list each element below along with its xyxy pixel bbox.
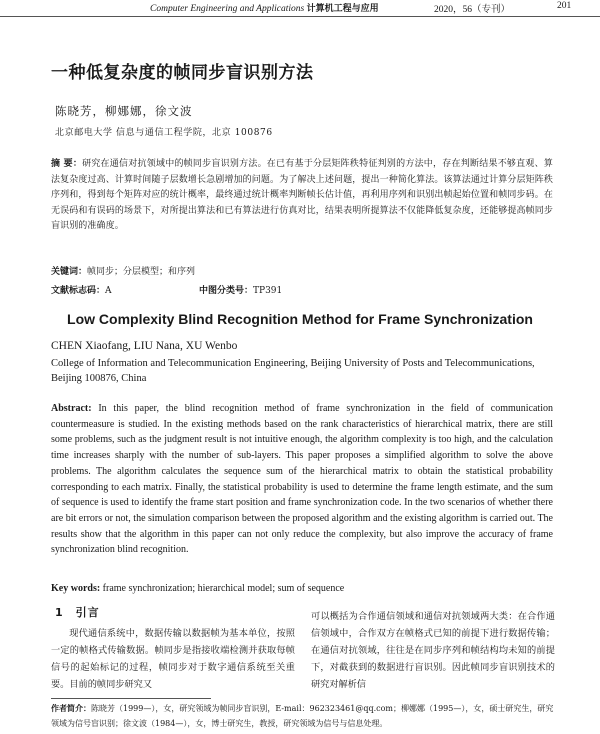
body-text-right-column: 可以概括为合作通信领域和通信对抗领域两大类：在合作通信领域中，合作双方在帧格式已知的前提下进行数据传输；在通信对抗领域，往往是在同步序列和帧结构均未知的前提下，对截获到的数据进行盲识别。因此帧同步盲识别技术的研究对解析信 [311, 611, 555, 690]
english-keywords-text: frame synchronization; hierarchical model; sum of sequence [102, 583, 345, 594]
english-keywords [51, 583, 344, 594]
english-title: Low Complexity Blind Recognition Method for Frame Synchronization [67, 311, 533, 327]
volume-issue: 2020，56（专刊） [434, 5, 511, 15]
chinese-abstract-label: 摘 要： [51, 159, 83, 169]
chinese-keywords-label: 关键词： [51, 267, 88, 277]
clc-label: 中图分类号： [199, 286, 254, 296]
section-heading-introduction: 1 引言 [55, 606, 100, 619]
footnote-divider [51, 698, 211, 699]
english-abstract [51, 401, 553, 558]
chinese-affiliation: 北京邮电大学 信息与通信工程学院，北京 100876 [55, 128, 273, 138]
english-keywords-label: Key words: [51, 583, 101, 594]
clc-number [199, 283, 282, 296]
journal-name [150, 1, 379, 14]
english-affiliation: College of Information and Telecommunication Engineering, Beijing University of Posts and Telecommunications, Beijing 100876, China [51, 358, 535, 384]
footnote-text: 陈晓芳（1999—），女，研究领域为帧同步盲识别，E-mail：962323461@qq.com；柳娜娜（1995—），女，硕士研究生，研究领域为信号盲识别；徐文波（1984—），女，博士研究生，教授，研究领域为信号与信息处理。 [51, 704, 554, 728]
chinese-abstract-text: 研究在通信对抗领域中的帧同步盲识别方法。在已有基于分层矩阵秩特征判别的方法中，存在判断结果不够直观、算法复杂度过高、计算时间随子层数增长急剧增加的问题。为了解决上述问题，提出一种简化算法。该算法通过计算分层矩阵秩序列和，得到每个矩阵对应的统计概率，最终通过统计概率判断帧长估计值，再利用序列和识别出帧起始位置和帧同步码。在无误码和有误码的场景下，对所提出算法和已有算法进行仿真对比，结果表明所提算法不仅能降低复杂度，还能够提高帧同步盲识别的准确度。 [51, 159, 553, 231]
clc-value: TP391 [253, 286, 283, 296]
chinese-abstract [51, 157, 553, 235]
body-text-left-column [51, 625, 295, 693]
running-head [0, 0, 600, 17]
footnote-label: 作者简介： [51, 704, 91, 713]
journal-name-en: Computer Engineering and Applications [150, 4, 305, 14]
doc-code: A [105, 286, 112, 296]
english-abstract-text: In this paper, the blind recognition method of frame synchronization in the field of communication countermeasure is studied. In the existing methods based on the rank characteristics of hierarchical matrix, there are still some problems, such as the judgment result is not intuitive enough, the algorithm complexity is too high, and the calculation time increases sharply with the number of sub-layers. This paper proposes a simplified algorithm to solve the above problems. The algorithm calculates the sequence sum of the hierarchical matrix to obtain the statistical probability corresponding to each matrix. Finally, the statistical probability is used to determine the frame length estimate, and the sum of sequence is used to identify the frame start position and frame synchronization code. In the two scenarios of whether there are bit errors or not, the simulation comparison between the proposed algorithm and the existing algorithm is carried out. The results show that the algorithm in this paper can not only reduce the complexity, but also improve the accuracy of frame synchronization blind recognition. [51, 403, 553, 556]
english-abstract-label: Abstract: [51, 403, 92, 414]
chinese-keywords [51, 264, 195, 277]
author-footnote [51, 701, 555, 731]
journal-name-cn: 计算机工程与应用 [306, 4, 379, 14]
page-number: 201 [557, 1, 572, 11]
english-authors: CHEN Xiaofang, LIU Nana, XU Wenbo [51, 340, 238, 352]
doc-code-label: 文献标志码： [51, 286, 106, 296]
chinese-authors: 陈晓芳，柳娜娜，徐文波 [55, 104, 193, 118]
chinese-keywords-text: 帧同步；分层模型；和序列 [87, 267, 196, 277]
left-column-text: 现代通信系统中，数据传输以数据帧为基本单位，按照一定的帧格式传输数据。帧同步是指接收端检测并获取每帧信号的起始标记的过程，帧同步对于数字通信系统至关重要。目前的帧同步研究又 [51, 628, 295, 690]
chinese-title: 一种低复杂度的帧同步盲识别方法 [51, 63, 314, 83]
document-identifiers [51, 283, 551, 296]
